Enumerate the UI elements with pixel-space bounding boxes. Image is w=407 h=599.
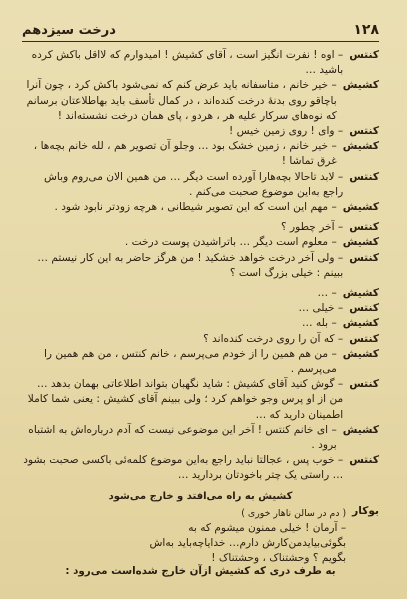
- closing-stage-direction: به طرف دری که کشیش ازآن خارج شده‌است می‌رود :: [65, 565, 336, 577]
- speech-text: – خیلی …: [298, 302, 344, 315]
- stage-direction: کشیش به راه می‌افتد و خارج می‌شود: [108, 490, 293, 502]
- speech-text: – خیر خانم ، زمین خشک بود … وجلو آن تصویر هم ، لله خانم بچه‌ها ، غرق تماشا !: [33, 140, 337, 168]
- speaker-name: کنتس: [349, 125, 379, 138]
- speech-text: – وای ! روی زمین خیس !: [229, 125, 344, 138]
- dialogue-line: [22, 48, 379, 78]
- dialogue-line: [22, 78, 379, 124]
- running-title: درخت سیزدهم: [22, 22, 116, 38]
- dialogue-line: [22, 124, 379, 139]
- speech-text: – آخر چطور ؟: [281, 221, 344, 234]
- dialogue-line: [22, 251, 379, 281]
- dialogue-line: [22, 286, 379, 301]
- speaker-name: بوکار: [352, 504, 379, 517]
- stage-aside: ( دم در سالن ناهار خوری ): [241, 507, 347, 519]
- speaker-name: کشیش: [342, 317, 379, 330]
- speech-text: – ولی آخر درخت خواهد خشکید ! من هرگز حاضر به این کار نیستم … ببینم : خیلی بزرگ است ؟: [37, 251, 344, 279]
- dialogue-block: [22, 48, 379, 566]
- speech-text: – گوش کنید آقای کشیش : شاید نگهبان بتواند اطلاعاتی بهمان بدهد … من از او پرس وجو خواهم کرد ؛ ولی ببینم آقای کشیش : یعنی شما کاملا اطمینان دارید که …: [27, 378, 344, 421]
- speech-text: – ای خانم کنتس ! آخر این موضوعی نیست که آدم درباره‌اش به اشتباه برود .: [28, 423, 337, 452]
- dialogue-line: [22, 316, 379, 331]
- page-header: [22, 22, 379, 42]
- speech-text: – بله …: [301, 317, 337, 330]
- speaker-name: کنتس: [349, 454, 379, 467]
- speaker-name: کنتس: [349, 302, 379, 315]
- speaker-name: کشیش: [342, 347, 379, 360]
- speaker-name: کنتس: [349, 170, 379, 183]
- speech-text: – خوب پس ، عجالتا نباید راجع به‌این موضوع کلمه‌ئی باکسی صحبت بشود … راستی یک چتر باخودتان بردارید …: [23, 454, 344, 482]
- speaker-name: کشیش: [342, 140, 379, 153]
- dialogue-line: [22, 220, 379, 235]
- speech-text: – آرمان ! خیلی ممنون میشوم که به: [188, 521, 347, 534]
- dialogue-line: [22, 423, 379, 453]
- speaker-name: کشیش: [342, 79, 379, 92]
- speech-text: – خیر خانم ، متاسفانه باید عرض کنم که نمی‌شود باکش کرد ، چون آنرا باچاقو روی بدنهٔ درخت کنده‌اند ، در کمال تأسف باید بهاطلاعتان برسانم که نوه‌های سرکار علیه هر ، هردو ، پای همان درخت نشسته‌اند !: [26, 79, 337, 122]
- speaker-name: کشیش: [342, 201, 379, 214]
- dialogue-line: [22, 301, 379, 316]
- speech-text: – لابد تاحالا بچه‌هارا آورده است دیگر … من همین الان می‌روم وباش راجع به‌این موضوع صحبت می‌کنم .: [43, 170, 344, 198]
- speech-text: – …: [317, 287, 337, 300]
- speech-text: بگوئی‌بیایدمن‌کارش‌ دارم… خدایا‌چه‌باید به‌اش: [149, 536, 347, 549]
- dialogue-line: [22, 235, 379, 250]
- dialogue-line: [22, 332, 379, 347]
- speech-text: – من هم همین را از خودم می‌پرسم ، خانم کنتس ، من هم همین را می‌پرسم .: [43, 347, 337, 376]
- speaker-name: کشیش: [342, 287, 379, 300]
- speech-text: – اوه ! نفرت انگیز است ، آقای کشیش ! امیدوارم که لااقل باکش کرده باشید …: [31, 49, 344, 77]
- dialogue-line: [22, 453, 379, 483]
- boucard-speech: [22, 504, 346, 567]
- dialogue-line: [22, 377, 379, 423]
- speech-text: – مهم این است که این تصویر شیطانی ، هرچه زودتر نابود شود .: [54, 201, 337, 214]
- speaker-name: کنتس: [349, 332, 379, 345]
- speaker-name: کنتس: [349, 49, 379, 61]
- speaker-name: کنتس: [349, 251, 379, 264]
- speaker-name: کنتس: [349, 378, 379, 391]
- speaker-name: کشیش: [342, 423, 379, 436]
- speech-text: – معلوم است دیگر … باتراشیدن پوست درخت .: [124, 236, 337, 249]
- dialogue-line: [22, 200, 379, 215]
- speaker-name: کشیش: [342, 236, 379, 249]
- dialogue-line: [22, 139, 379, 169]
- page-number: ۱۲۸: [353, 22, 379, 38]
- speaker-name: کنتس: [349, 221, 379, 234]
- dialogue-line: [22, 347, 379, 377]
- dialogue-line: [22, 170, 379, 200]
- speech-text: – که آن را روی درخت کنده‌اند ؟: [203, 332, 344, 345]
- boucard-line: [22, 504, 379, 567]
- speech-text: بگویم ؟ وحشتناک ، وحشتناک !: [211, 552, 347, 565]
